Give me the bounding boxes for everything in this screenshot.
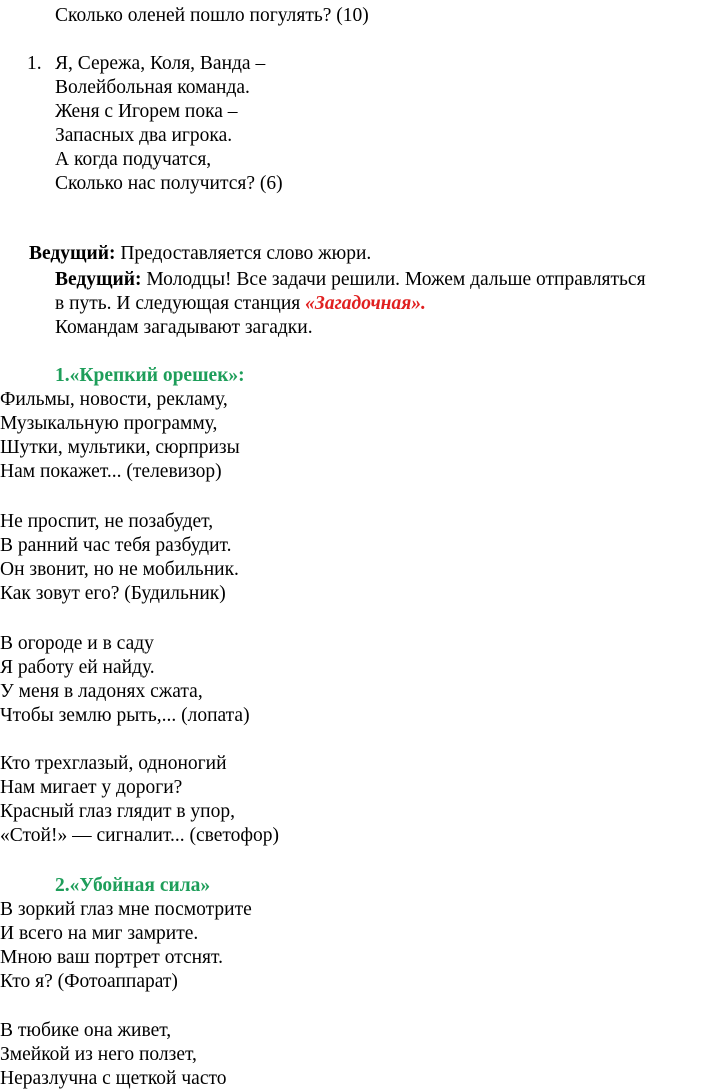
riddle-line: В тюбике она живет, bbox=[0, 1020, 172, 1041]
problem-line: Запасных два игрока. bbox=[55, 125, 233, 146]
riddle-line: Мною ваш портрет отснят. bbox=[0, 947, 223, 968]
section-title: 1.«Крепкий орешек»: bbox=[55, 365, 245, 386]
host-text: Молодцы! Все задачи решили. Можем дальше отправляться bbox=[141, 269, 646, 290]
riddle-line: У меня в ладонях сжата, bbox=[0, 681, 203, 702]
riddle-line: Кто трехглазый, одноногий bbox=[0, 753, 227, 774]
host-speaker: Ведущий: bbox=[29, 243, 116, 264]
station-name: «Загадочная». bbox=[305, 293, 426, 314]
host-line-3 bbox=[55, 292, 426, 316]
riddle-line: Нам мигает у дороги? bbox=[0, 777, 183, 798]
riddle-line: Не проспит, не позабудет, bbox=[0, 511, 214, 532]
intro-question: Сколько оленей пошло погулять? (10) bbox=[55, 5, 369, 26]
riddle-line: В огороде и в саду bbox=[0, 633, 154, 654]
problem-line: Я, Сережа, Коля, Ванда – bbox=[55, 53, 266, 74]
riddle-line: Красный глаз глядит в упор, bbox=[0, 801, 235, 822]
section-title: 2.«Убойная сила» bbox=[55, 875, 211, 896]
host-speaker: Ведущий: bbox=[55, 269, 142, 290]
host-text: в путь. И следующая станция bbox=[55, 293, 306, 314]
riddle-line: «Стой!» — сигналит... (светофор) bbox=[0, 825, 280, 846]
riddle-line: Я работу ей найду. bbox=[0, 657, 155, 678]
riddle-line: Фильмы, новости, рекламу, bbox=[0, 389, 228, 410]
problem-line: Волейбольная команда. bbox=[55, 77, 250, 98]
riddle-line: В зоркий глаз мне посмотрите bbox=[0, 899, 252, 920]
riddle-line: Змейкой из него ползет, bbox=[0, 1044, 197, 1065]
riddle-line: Неразлучна с щеткой часто bbox=[0, 1068, 227, 1089]
riddle-line: Нам покажет... (телевизор) bbox=[0, 461, 222, 482]
riddle-line: В ранний час тебя разбудит. bbox=[0, 535, 232, 556]
riddle-line: Он звонит, но не мобильник. bbox=[0, 559, 239, 580]
problem-line: Сколько нас получится? (6) bbox=[55, 173, 283, 194]
host-line-4: Командам загадывают загадки. bbox=[55, 317, 313, 338]
riddle-line: Музыкальную программу, bbox=[0, 413, 218, 434]
riddle-line: Шутки, мультики, сюрпризы bbox=[0, 437, 240, 458]
host-text: Предоставляется слово жюри. bbox=[115, 243, 372, 264]
problem-line: А когда подучатся, bbox=[55, 149, 212, 170]
riddle-line: И всего на миг замрите. bbox=[0, 923, 199, 944]
riddle-line: Кто я? (Фотоаппарат) bbox=[0, 971, 178, 992]
host-line-2 bbox=[55, 268, 646, 292]
riddle-line: Как зовут его? (Будильник) bbox=[0, 583, 226, 604]
host-line-1 bbox=[29, 242, 371, 266]
list-number: 1. bbox=[27, 53, 42, 74]
problem-line: Женя с Игорем пока – bbox=[55, 101, 238, 122]
riddle-line: Чтобы землю рыть,... (лопата) bbox=[0, 705, 250, 726]
